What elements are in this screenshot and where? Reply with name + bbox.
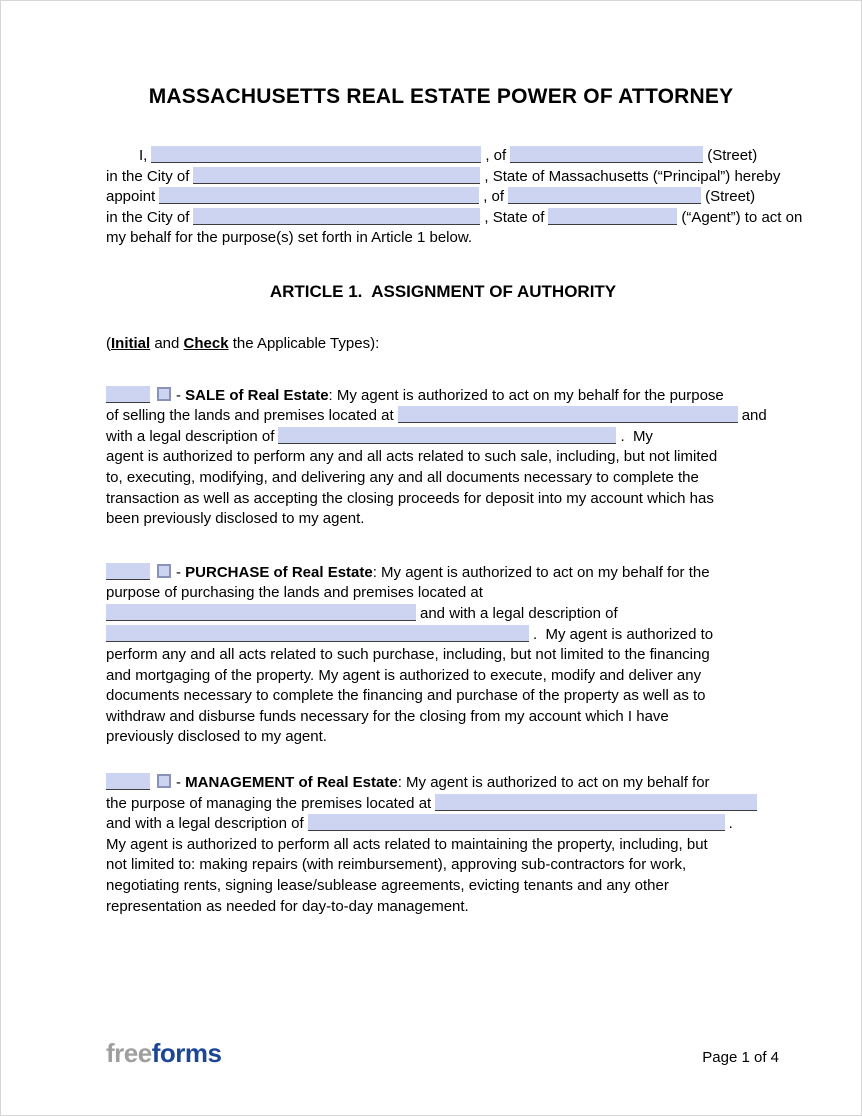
purchase-line-2: [106, 583, 780, 604]
text-run: appoint: [106, 188, 156, 206]
text-run: documents necessary to complete the financing and purchase of the property as well as to: [106, 687, 706, 705]
sale-address-field[interactable]: [398, 406, 738, 423]
purchase-initials-field[interactable]: [106, 563, 150, 580]
text-run: with a legal description of: [106, 427, 275, 445]
management-label: MANAGEMENT of Real Estate: [185, 774, 398, 792]
instruction-line: [106, 334, 780, 355]
sale-section: [106, 386, 780, 530]
intro-line-2: [106, 167, 780, 188]
purchase-line-4: [106, 625, 780, 646]
text-run: . My: [620, 427, 653, 445]
text-run: agent is authorized to perform any and all acts related to such sale, including, but not limited: [106, 448, 718, 466]
text-run: perform any and all acts related to such purchase, including, but not limited to the financing: [106, 646, 710, 664]
text-run: of selling the lands and premises located at: [106, 407, 394, 425]
text-run: (“Agent”) to act on: [681, 208, 803, 226]
agent-street-field[interactable]: [508, 187, 701, 204]
purchase-line-3: [106, 604, 780, 625]
principal-city-field[interactable]: [193, 167, 480, 184]
principal-street-field[interactable]: [510, 146, 703, 163]
sale-initials-field[interactable]: [106, 386, 150, 403]
text-run: .: [728, 815, 733, 833]
text-run: My agent is authorized to perform all acts related to maintaining the property, including, but: [106, 835, 708, 853]
page-footer: [106, 1038, 779, 1069]
text-run: and with a legal description of: [106, 815, 304, 833]
text-run: (: [106, 334, 111, 352]
text-run: been previously disclosed to my agent.: [106, 510, 365, 528]
text-run: : My agent is authorized to act on my behalf for the: [372, 563, 710, 581]
text-run: : My agent is authorized to act on my behalf for: [397, 774, 710, 792]
text-run: transaction as well as accepting the closing proceeds for deposit into my account which has: [106, 489, 714, 507]
purchase-line-6: [106, 666, 780, 687]
text-run: in the City of: [106, 208, 190, 226]
text-run: and: [150, 334, 184, 352]
text-run: and with a legal description of: [420, 604, 618, 622]
text-run: not limited to: making repairs (with reimbursement), approving sub-contractors for work,: [106, 856, 687, 874]
text-run: my behalf for the purpose(s) set forth in Article 1 below.: [106, 229, 473, 247]
principal-name-field[interactable]: [151, 146, 481, 163]
text-run: the purpose of managing the premises located at: [106, 794, 432, 812]
text-run: and mortgaging of the property. My agent is authorized to execute, modify and deliver any: [106, 666, 702, 684]
sale-label: SALE of Real Estate: [185, 386, 329, 404]
text-line: [106, 335, 379, 352]
logo-forms-text: forms: [151, 1038, 222, 1068]
management-line-4: [106, 835, 780, 856]
management-line-7: [106, 897, 780, 918]
text-run: , State of: [484, 208, 545, 226]
purchase-section: [106, 563, 780, 748]
page-number: Page 1 of 4: [702, 1049, 779, 1066]
intro-paragraph: [106, 146, 803, 249]
intro-line-4: [106, 208, 803, 229]
purchase-line-8: [106, 707, 780, 728]
purchase-line-7: [106, 686, 780, 707]
sale-line-5: [106, 468, 780, 489]
text-run: withdraw and disburse funds necessary for the closing from my account which I have: [106, 707, 669, 725]
text-run: (Street): [705, 188, 756, 206]
sale-legal-description-field[interactable]: [278, 427, 616, 444]
logo-free-text: free: [106, 1038, 152, 1068]
text-run: -: [176, 774, 186, 792]
document-body: [1, 146, 803, 917]
sale-line-6: [106, 489, 780, 510]
text-run: , State of Massachusetts (“Principal”) hereby: [484, 167, 781, 185]
purchase-line-1: [106, 563, 780, 584]
initial-keyword: Initial: [111, 334, 151, 352]
purchase-line-9: [106, 727, 780, 748]
sale-line-1: [106, 386, 780, 407]
sale-line-4: [106, 447, 780, 468]
purchase-address-field[interactable]: [106, 604, 416, 621]
text-run: purpose of purchasing the lands and premises located at: [106, 584, 483, 602]
text-run: previously disclosed to my agent.: [106, 728, 327, 746]
text-run: , of: [483, 188, 505, 206]
management-legal-description-field[interactable]: [308, 814, 725, 831]
sale-checkbox[interactable]: [157, 387, 171, 401]
agent-state-field[interactable]: [548, 208, 677, 225]
management-line-6: [106, 876, 780, 897]
purchase-line-5: [106, 645, 780, 666]
agent-city-field[interactable]: [193, 208, 480, 225]
text-run: . My agent is authorized to: [533, 625, 714, 643]
article-1-heading: ARTICLE 1. ASSIGNMENT OF AUTHORITY: [269, 281, 617, 301]
text-run: representation as needed for day-to-day management.: [106, 897, 469, 915]
agent-name-field[interactable]: [159, 187, 479, 204]
management-line-3: [106, 814, 780, 835]
freeforms-logo: [106, 1038, 221, 1069]
text-run: and: [741, 407, 767, 425]
purchase-label: PURCHASE of Real Estate: [185, 563, 373, 581]
text-run: the Applicable Types):: [228, 334, 380, 352]
purchase-checkbox[interactable]: [157, 564, 171, 578]
text-run: to, executing, modifying, and delivering any and all documents necessary to complete the: [106, 468, 699, 486]
text-run: (Street): [707, 147, 758, 164]
text-run: -: [176, 386, 186, 404]
management-line-5: [106, 855, 780, 876]
page-title: MASSACHUSETTS REAL ESTATE POWER OF ATTORNEY: [148, 85, 734, 108]
check-keyword: Check: [183, 334, 229, 352]
text-run: in the City of: [106, 167, 190, 185]
text-run: , of: [485, 147, 507, 164]
purchase-legal-description-field[interactable]: [106, 625, 529, 642]
text-run: -: [176, 563, 186, 581]
management-line-1: [106, 773, 780, 794]
intro-line-5: [106, 228, 780, 249]
sale-line-7: [106, 509, 780, 530]
sale-line-2: [106, 406, 780, 427]
intro-line-1: [106, 146, 780, 167]
sale-line-3: [106, 427, 780, 448]
text-run: I,: [139, 147, 148, 164]
management-address-field[interactable]: [435, 794, 757, 811]
management-line-2: [106, 794, 780, 815]
text-run: : My agent is authorized to act on my behalf for the purpose: [328, 386, 724, 404]
management-section: [106, 773, 780, 917]
intro-line-3: [106, 187, 780, 208]
management-checkbox[interactable]: [157, 774, 171, 788]
management-initials-field[interactable]: [106, 773, 150, 790]
text-run: negotiating rents, signing lease/sublease agreements, evicting tenants and any other: [106, 877, 669, 895]
